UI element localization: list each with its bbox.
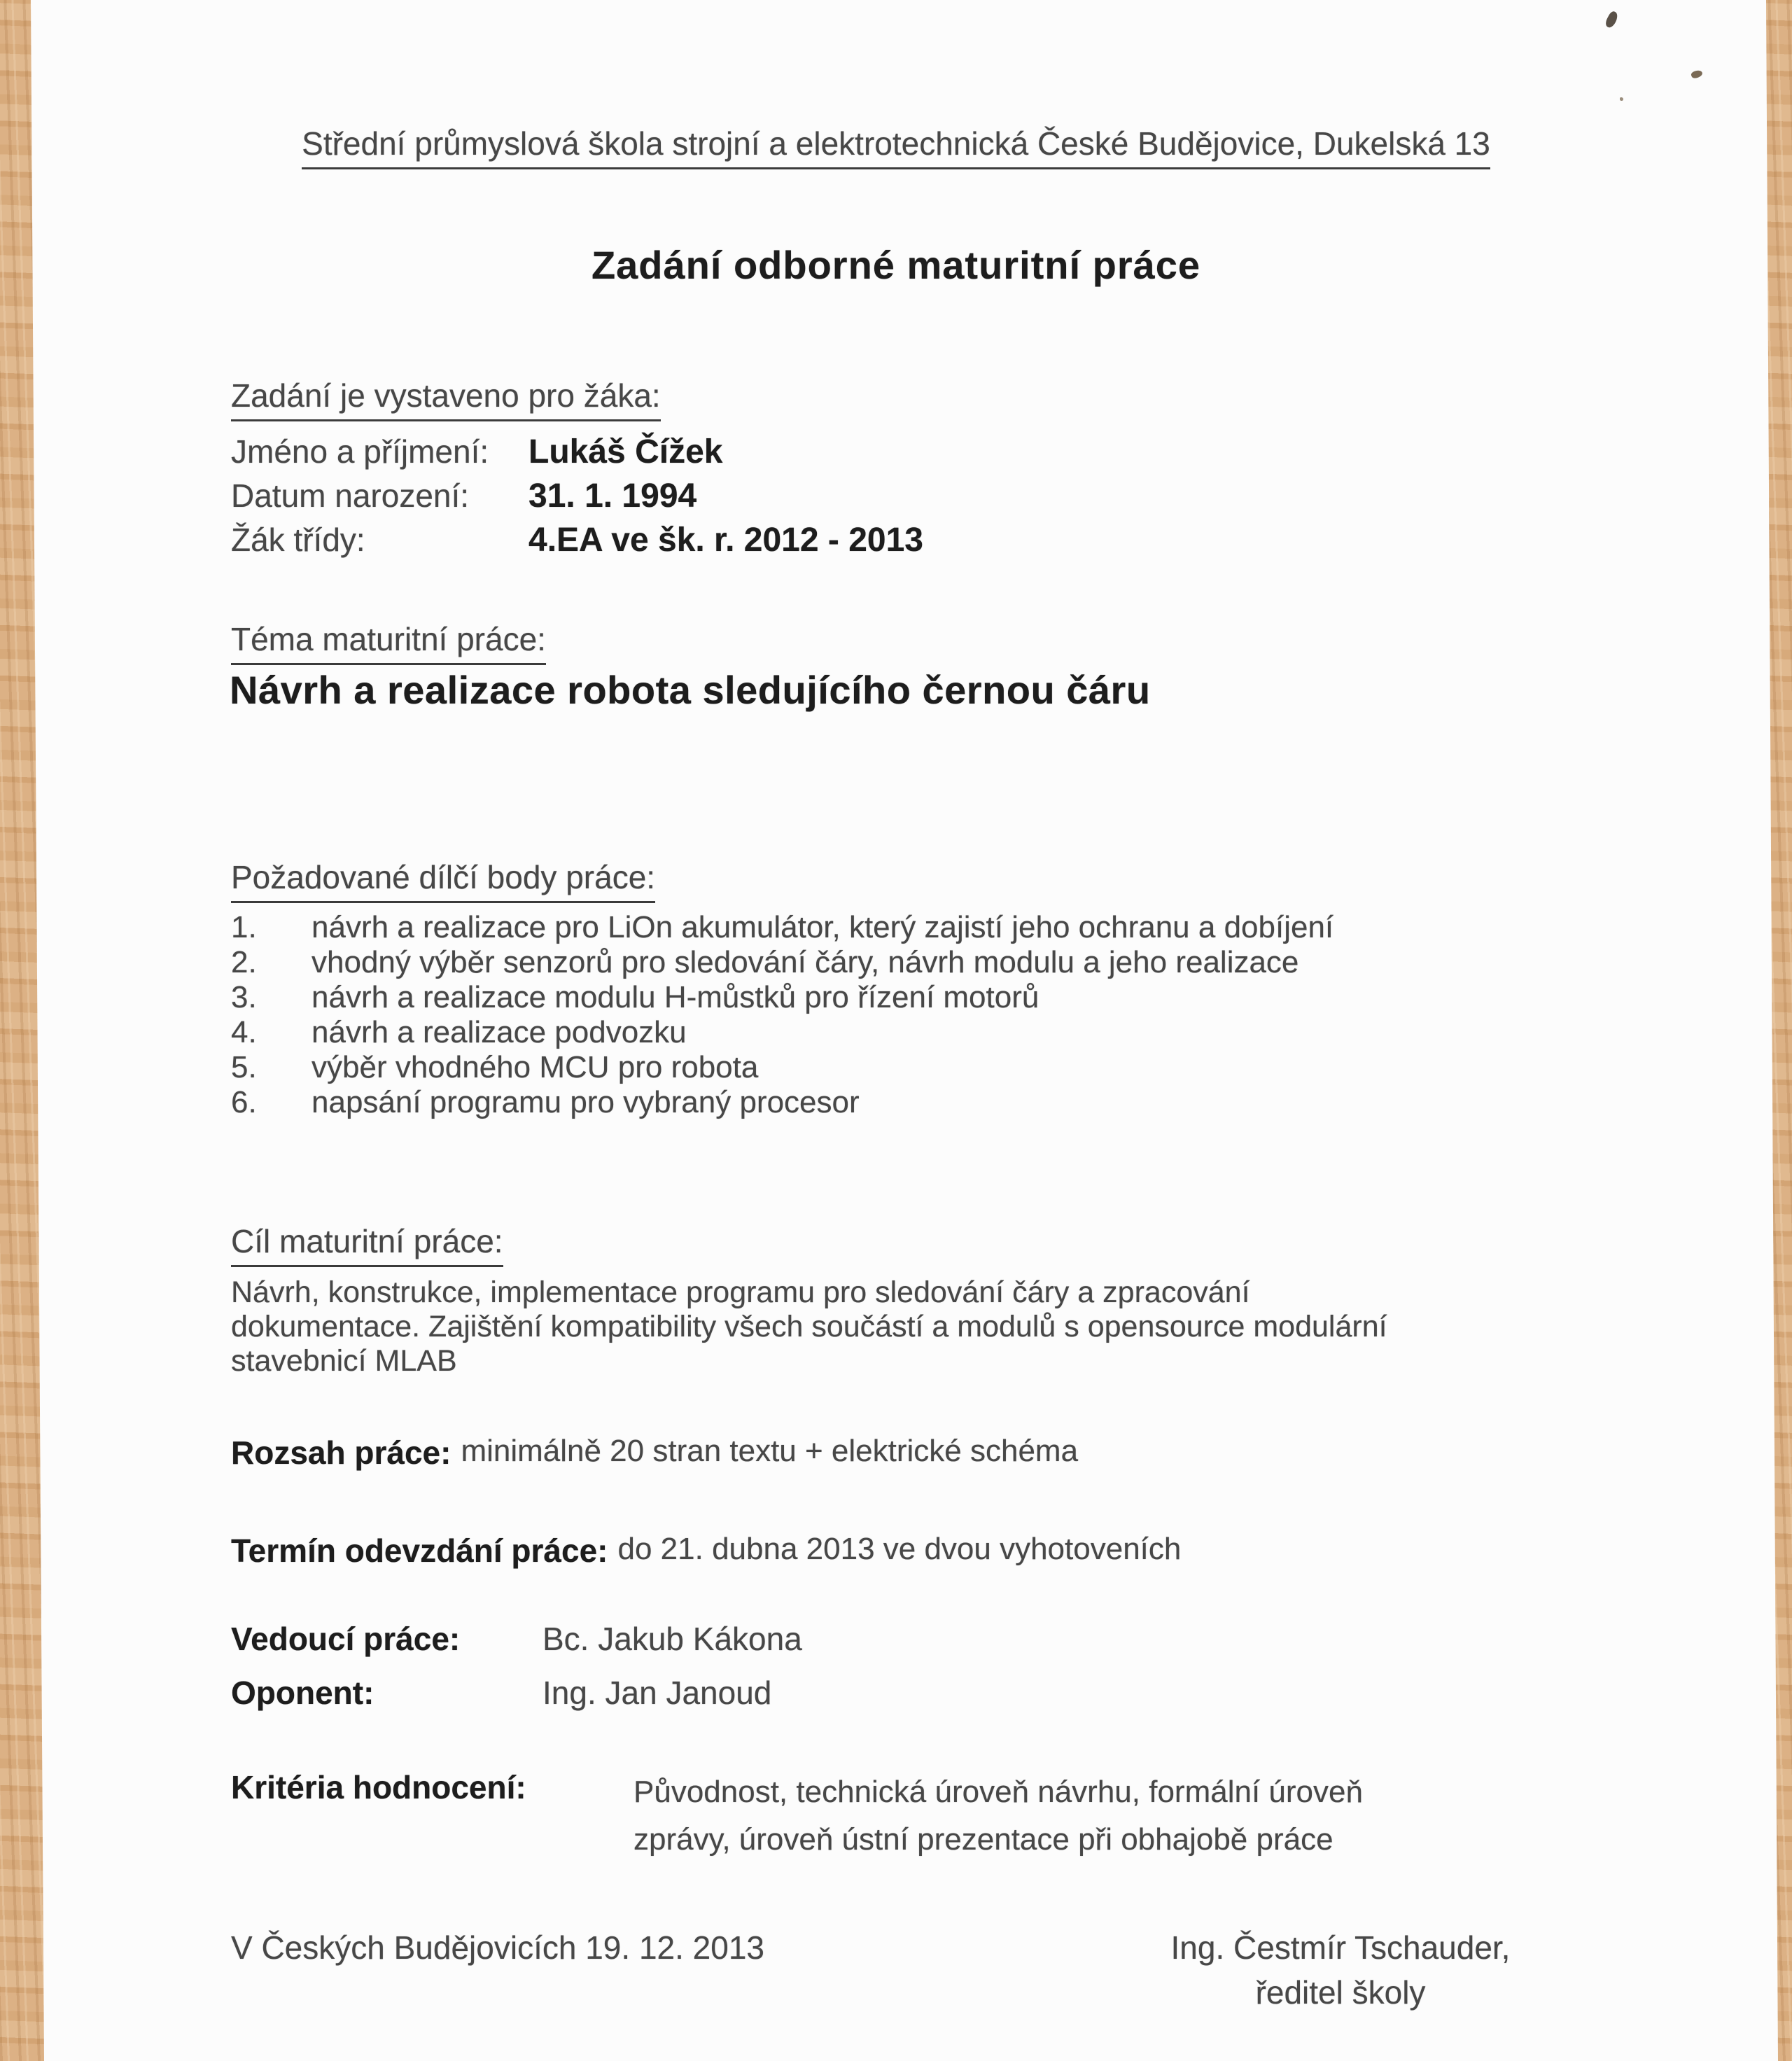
supervisor-row — [231, 1620, 802, 1658]
list-item-number: 1. — [231, 910, 257, 944]
issued-for-heading: Zadání je vystaveno pro žáka: — [231, 377, 661, 421]
student-name-label: Jméno a příjmení: — [231, 433, 489, 470]
student-birthdate-value: 31. 1. 1994 — [528, 477, 697, 515]
student-class-label: Žák třídy: — [231, 522, 365, 558]
thesis-title: Návrh a realizace robota sledujícího černou čáru — [230, 668, 1151, 712]
signature-name: Ing. Čestmír Tschauder, — [1170, 1929, 1511, 1966]
list-item — [231, 1015, 1334, 1050]
student-name-value: Lukáš Čížek — [528, 433, 723, 470]
opponent-label: Oponent: — [231, 1675, 374, 1711]
desk-wood-edge-left — [0, 0, 49, 2061]
criteria-value — [634, 1768, 1363, 1864]
opponent-value: Ing. Jan Janoud — [542, 1675, 772, 1711]
signature-role: ředitel školy — [1255, 1974, 1426, 2011]
requirements-heading: Požadované dílčí body práce: — [231, 858, 655, 903]
goal-text-line: stavebnicí MLAB — [231, 1344, 457, 1378]
criteria-label: Kritéria hodnocení: — [231, 1769, 526, 1805]
goal-heading: Cíl maturitní práce: — [231, 1222, 503, 1267]
criteria-value-line: Původnost, technická úroveň návrhu, formální úroveň — [634, 1775, 1363, 1809]
criteria-row — [231, 1768, 1363, 1864]
goal-text — [231, 1276, 1387, 1378]
scope-value: minimálně 20 stran textu + elektrické schéma — [461, 1434, 1079, 1468]
scope-row — [231, 1434, 1078, 1472]
school-header — [0, 125, 1792, 169]
list-item-text: výběr vhodného MCU pro robota — [312, 1050, 759, 1084]
student-birthdate-label: Datum narození: — [231, 477, 470, 514]
footer-signature-block — [1141, 1925, 1540, 2015]
student-name-row — [231, 433, 923, 477]
list-item-text: vhodný výběr senzorů pro sledování čáry, návrh modulu a jeho realizace — [312, 945, 1299, 979]
footer-place-date: V Českých Budějovicích 19. 12. 2013 — [231, 1929, 765, 1966]
student-class-value: 4.EA ve šk. r. 2012 - 2013 — [528, 522, 923, 559]
list-item — [231, 980, 1334, 1015]
criteria-value-line: zprávy, úroveň ústní prezentace při obhajobě práce — [634, 1822, 1334, 1857]
list-item-number: 2. — [231, 945, 257, 979]
desk-wood-edge-right — [1764, 0, 1792, 2061]
opponent-row — [231, 1674, 771, 1712]
topic-heading: Téma maturitní práce: — [231, 620, 546, 665]
list-item-text: návrh a realizace modulu H-můstků pro řízení motorů — [312, 980, 1040, 1014]
requirements-list — [231, 910, 1334, 1120]
list-item-number: 3. — [231, 980, 257, 1014]
student-birthdate-row — [231, 477, 923, 521]
list-item — [231, 1050, 1334, 1085]
deadline-label: Termín odevzdání práce: — [231, 1532, 608, 1569]
deadline-value: do 21. dubna 2013 ve dvou vyhotoveních — [617, 1532, 1182, 1566]
list-item-text: návrh a realizace podvozku — [312, 1015, 687, 1049]
scan-speck — [1690, 69, 1703, 80]
list-item-number: 6. — [231, 1085, 257, 1119]
goal-text-line: dokumentace. Zajištění kompatibility všech součástí a modulů s opensource modulární — [231, 1310, 1387, 1343]
deadline-row — [231, 1532, 1181, 1570]
list-item — [231, 945, 1334, 980]
list-item-number: 5. — [231, 1050, 257, 1084]
document-title: Zadání odborné maturitní práce — [591, 243, 1201, 287]
list-item-number: 4. — [231, 1015, 257, 1049]
supervisor-label: Vedoucí práce: — [231, 1621, 461, 1657]
scan-speck — [1604, 10, 1620, 29]
list-item — [231, 1085, 1334, 1120]
supervisor-value: Bc. Jakub Kákona — [542, 1621, 802, 1657]
student-class-row — [231, 521, 923, 565]
scan-speck — [1620, 97, 1623, 101]
student-info — [231, 433, 923, 565]
goal-text-line: Návrh, konstrukce, implementace programu pro sledování čáry a zpracování — [231, 1276, 1250, 1309]
list-item-text: návrh a realizace pro LiOn akumulátor, který zajistí jeho ochranu a dobíjení — [312, 910, 1334, 944]
list-item — [231, 910, 1334, 945]
list-item-text: napsání programu pro vybraný procesor — [312, 1085, 860, 1119]
school-header-text: Střední průmyslová škola strojní a elektrotechnická České Budějovice, Dukelská 13 — [302, 125, 1490, 169]
scope-label: Rozsah práce: — [231, 1434, 451, 1471]
